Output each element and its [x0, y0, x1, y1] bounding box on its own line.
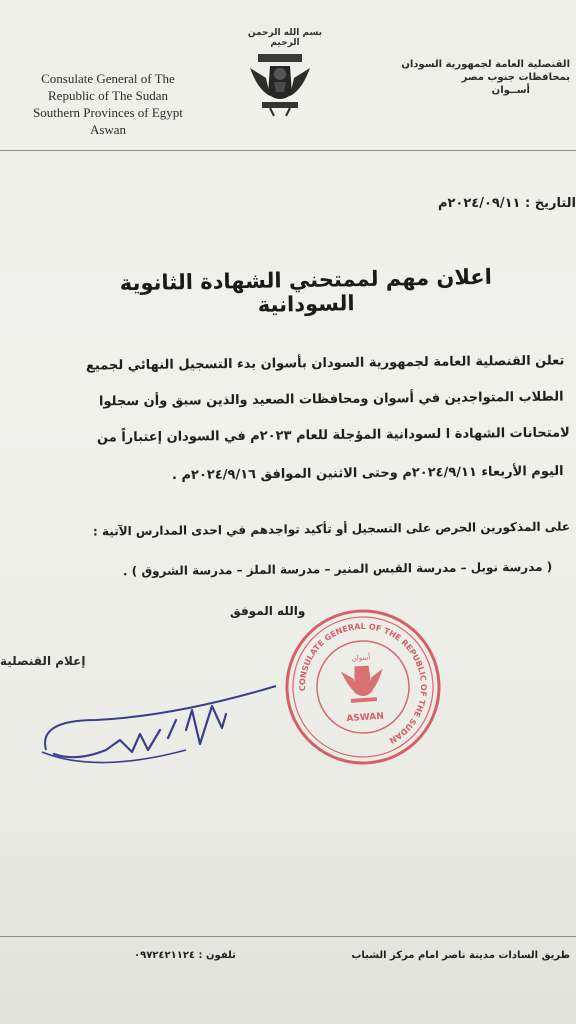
body-line: لامتحانات الشهادة ا لسودانية المؤجلة للعام ٢٠٢٣م في السودان إعتباراً من [97, 425, 571, 446]
consulate-stamp [279, 603, 448, 772]
closing-text: والله الموفق [230, 604, 306, 618]
stamp-city-english: ASWAN [346, 711, 385, 725]
english-letterhead-line-1: Consulate General of The [41, 71, 175, 86]
body-line: الطلاب المتواجدين في أسوان ومحافظات الصعيد والذين سبق وأن سجلوا [99, 389, 565, 410]
handwritten-signature [36, 680, 286, 780]
basmala-text: بسم الله الرحمن الرحيم [247, 28, 323, 48]
footer-divider [0, 936, 576, 937]
english-letterhead-line-3: Southern Provinces of Egypt [33, 105, 183, 120]
announcement-title: اعلان مهم لممتحني الشهادة الثانوية السودانية [119, 264, 493, 317]
english-letterhead [8, 70, 208, 138]
signoff-text: إعلام القنصلية [0, 654, 86, 668]
body-line: على المذكورين الحرص على التسجيل أو تأكيد تواجدهم في احدى المدارس الآتية : [92, 519, 571, 539]
body-line: ( مدرسة نوبل – مدرسة القبس المنير – مدرسة الملز – مدرسة الشروق ) . [122, 559, 553, 579]
body-line: اليوم الأربعاء ٢٠٢٤/٩/١١م وحتى الاثنين الموافق ٢٠٢٤/٩/١٦م . [172, 463, 565, 484]
body-line: تعلن القنصلية العامة لجمهورية السودان بأسوان بدء التسجيل النهائي لجميع [85, 353, 565, 374]
english-letterhead-line-4: Aswan [89, 122, 127, 137]
stamp-city-arabic: أسوان [351, 653, 371, 663]
arabic-letterhead-line-3: أســوان [491, 85, 530, 96]
stamp-english-ring: CONSULATE GENERAL OF THE REPUBLIC OF THE SUDAN [297, 621, 429, 746]
sudan-emblem-icon [244, 50, 316, 118]
arabic-letterhead [370, 58, 570, 97]
arabic-letterhead-line-1: القنصلية العامة لجمهورية السودان [401, 59, 570, 70]
english-letterhead-line-2: Republic of The Sudan [48, 88, 168, 103]
document-date: التاريخ : ٢٠٢٤/٠٩/١١م [437, 196, 576, 211]
footer-address: طريق السادات مدينة ناصر امام مركز الشباب [351, 950, 570, 961]
arabic-letterhead-line-2: بمحافظات جنوب مصر [461, 72, 570, 83]
footer-phone: تلفون : ٠٩٧٢٤٢١١٢٤ [134, 950, 236, 961]
header-divider [0, 150, 576, 151]
